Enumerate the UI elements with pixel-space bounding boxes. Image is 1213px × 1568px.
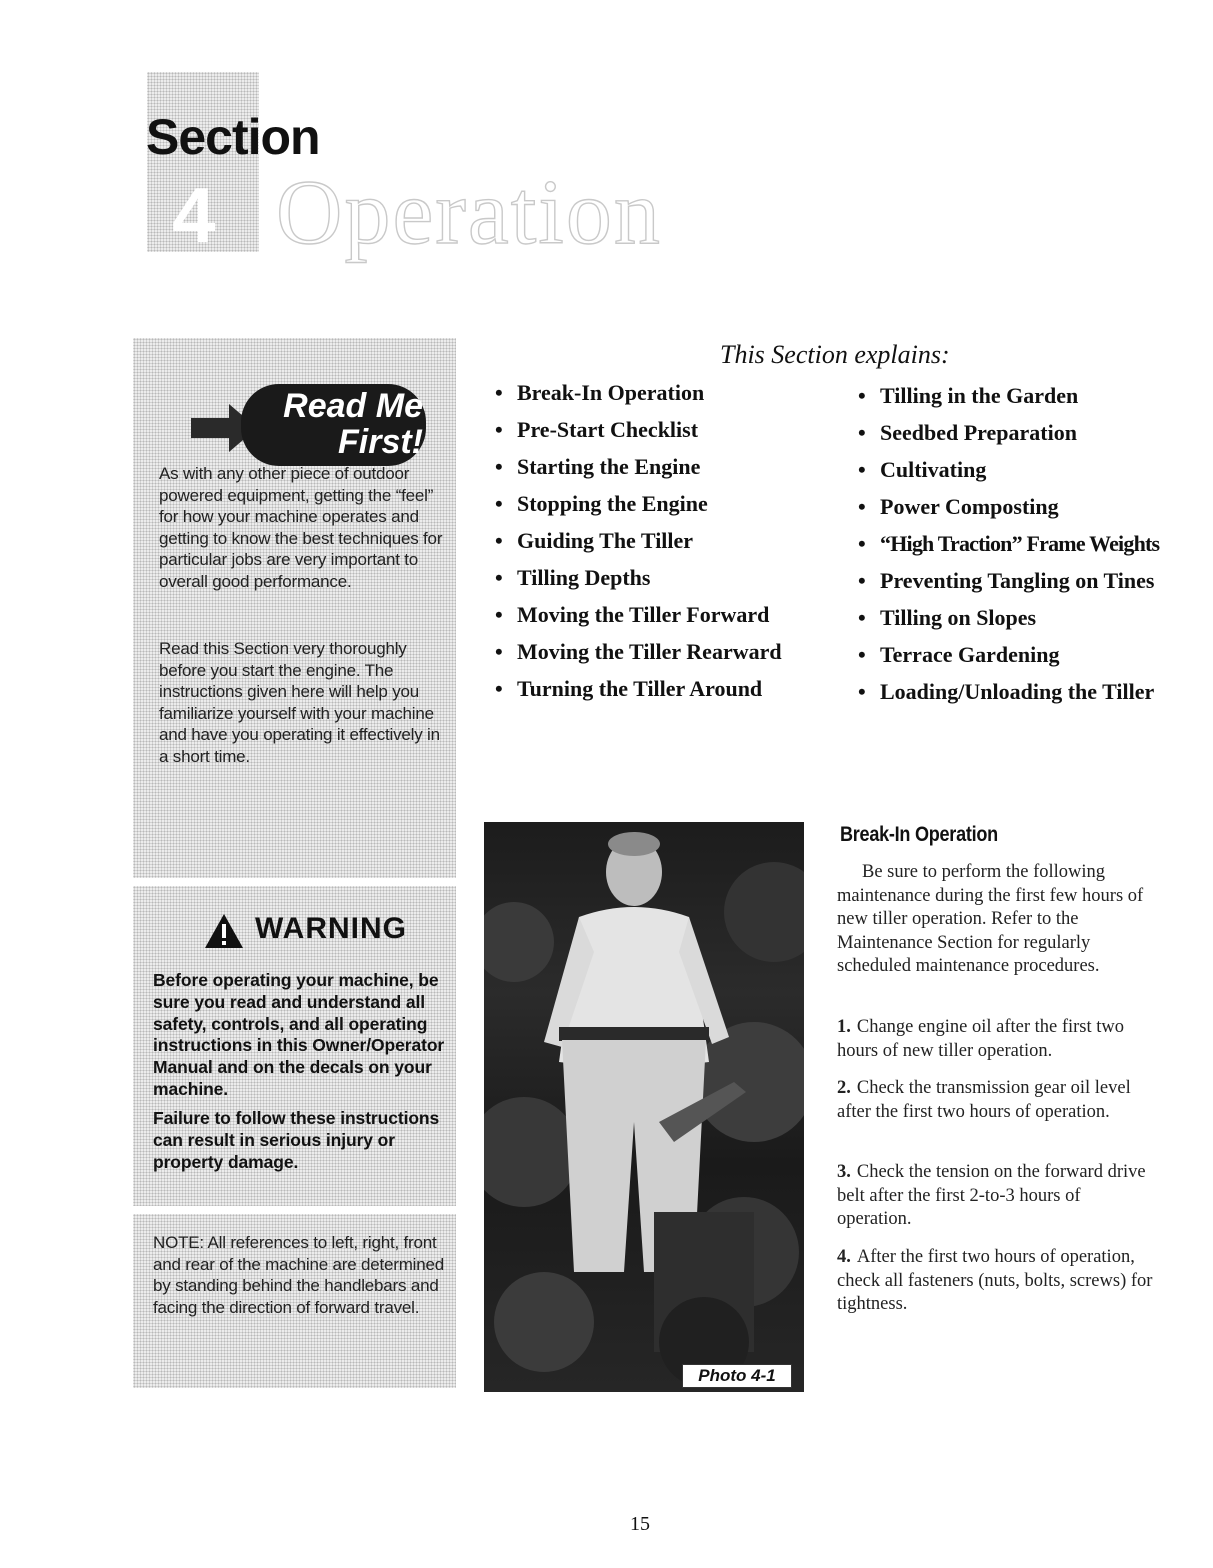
topic-item: • Stopping the Engine bbox=[495, 491, 708, 516]
readme-panel bbox=[133, 338, 456, 878]
topic-item: • Cultivating bbox=[858, 457, 987, 482]
note-text: NOTE: All references to left, right, front and rear of the machine are determined by standing behind the handlebars and facing the direction of forward travel. bbox=[153, 1233, 445, 1317]
topic-item: • Moving the Tiller Forward bbox=[495, 602, 770, 627]
sidebar bbox=[133, 338, 456, 1388]
warning-panel bbox=[133, 886, 456, 1206]
topic-item: • Turning the Tiller Around bbox=[495, 676, 763, 701]
breakin-step: 3. Check the tension on the forward drive belt after the first 2-to-3 hours of operation. bbox=[837, 1162, 1146, 1229]
readme-badge bbox=[191, 376, 426, 466]
topic-item: • Tilling on Slopes bbox=[858, 605, 1037, 630]
section-label: Section bbox=[146, 109, 320, 165]
topic-item: • Loading/Unloading the Tiller bbox=[858, 679, 1155, 704]
section-number: 4 bbox=[172, 171, 216, 259]
page-number: 15 bbox=[630, 1513, 650, 1535]
section-title: Operation bbox=[276, 161, 662, 263]
topics-list-right bbox=[858, 381, 1159, 714]
topic-item: • Preventing Tangling on Tines bbox=[858, 568, 1155, 593]
breakin-step: 1. Change engine oil after the first two hours of new tiller operation. bbox=[837, 1017, 1125, 1061]
topic-item: • Starting the Engine bbox=[495, 454, 701, 479]
topic-item: • Guiding The Tiller bbox=[495, 528, 694, 553]
note-panel bbox=[133, 1214, 456, 1388]
warning-paragraph: Before operating your machine, be sure you read and understand all safety, controls, and all operating instructions in this Owner/Operator Manual and on the decals on your machine. bbox=[153, 970, 445, 1099]
photo-man-with-tiller bbox=[484, 822, 804, 1392]
topic-item: • Tilling in the Garden bbox=[858, 383, 1079, 408]
readme-badge-text: Read Me First! bbox=[283, 387, 423, 461]
explains-title: This Section explains: bbox=[720, 340, 950, 369]
warning-paragraph: Failure to follow these instructions can result in serious injury or property damage. bbox=[153, 1108, 440, 1172]
topics-list-left bbox=[495, 378, 782, 711]
breakin-intro: Be sure to perform the following maintenance during the first few hours of new tiller operation. Refer to the Maintenance Section for regularly scheduled maintenance procedures. bbox=[837, 862, 1144, 976]
readme-paragraph: Read this Section very thoroughly before you start the engine. The instructions given here will help you familiarize yourself with your machine and have you operating it effectively in a short time. bbox=[159, 639, 440, 766]
topic-item: • Terrace Gardening bbox=[858, 642, 1060, 667]
topic-item: • Pre-Start Checklist bbox=[495, 417, 699, 442]
topic-item: • Moving the Tiller Rearward bbox=[495, 639, 782, 664]
topic-item: • Power Composting bbox=[858, 494, 1059, 519]
breakin-step: 2. Check the transmission gear oil level after the first two hours of operation. bbox=[837, 1078, 1131, 1122]
topic-item: • Seedbed Preparation bbox=[858, 420, 1077, 445]
topic-item: • “High Traction” Frame Weights bbox=[858, 531, 1160, 556]
breakin-step: 4. After the first two hours of operation, check all fasteners (nuts, bolts, screws) for tightness. bbox=[837, 1247, 1153, 1314]
warning-title: WARNING bbox=[255, 912, 407, 945]
photo-illustration bbox=[484, 822, 804, 1392]
breakin-heading: Break-In Operation bbox=[840, 823, 998, 846]
readme-paragraph: As with any other piece of outdoor powered equipment, getting the “feel” for how your machine operates and getting to know the best techniques for particular jobs are very important to overall good performance. bbox=[159, 464, 443, 591]
photo-caption: Photo 4-1 bbox=[682, 1364, 792, 1388]
topic-item: • Tilling Depths bbox=[495, 565, 651, 590]
topic-item: • Break-In Operation bbox=[495, 380, 705, 405]
